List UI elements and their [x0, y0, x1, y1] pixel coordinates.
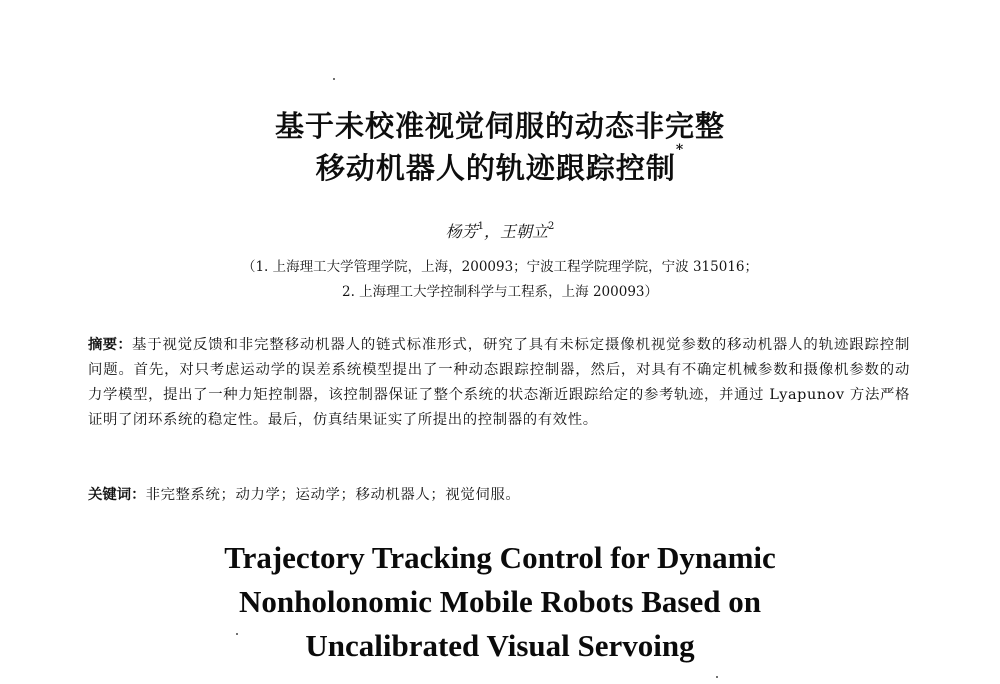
keywords-line [88, 483, 520, 504]
abstract-label: 摘要： [88, 337, 132, 353]
chinese-title-line-1 [0, 104, 1000, 145]
scan-speck [333, 78, 335, 80]
author-1-affiliation-mark: 1 [477, 220, 484, 232]
author-2-affiliation-mark: 2 [548, 220, 555, 232]
abstract-paragraph [88, 333, 910, 433]
english-title-line-3: Uncalibrated Visual Servoing [305, 628, 695, 663]
affiliation-line-1: （1. 上海理工大学管理学院，上海，200093；宁波工程学院理学院，宁波 315016； [241, 259, 759, 275]
keywords-label: 关键词： [88, 487, 146, 503]
abstract-text: 基于视觉反馈和非完整移动机器人的链式标准形式，研究了具有未标定摄像机视觉参数的移动机器人的轨迹跟踪控制问题。首先，对只考虑运动学的误差系统模型提出了一种动态跟踪控制器，然后，对具有不确定机械参数和摄像机参数的动力学模型，提出了一种力矩控制器，该控制器保证了整个系统的状态渐近跟踪给定的参考轨迹，并通过 Lyapunov 方法严格证明了闭环系统的稳定性。最后，仿真结果证实了所提出的控制器的有效性。 [88, 337, 910, 428]
english-title-line-2: Nonholonomic Mobile Robots Based on [239, 584, 761, 619]
author-list [0, 219, 1000, 242]
keywords-text: 非完整系统；动力学；运动学；移动机器人；视觉伺服。 [145, 487, 521, 503]
title-footnote-mark: * [675, 142, 685, 158]
scan-speck [236, 633, 238, 635]
english-title-line-1: Trajectory Tracking Control for Dynamic [224, 540, 776, 575]
author-separator: ， [483, 222, 500, 241]
chinese-title-line-2-text: 移动机器人的轨迹跟踪控制 [315, 151, 676, 185]
author-1-name: 杨芳 [445, 222, 478, 241]
affiliation-line-2: 2. 上海理工大学控制科学与工程系，上海 200093） [342, 284, 658, 300]
chinese-title-line-1-text: 基于未校准视觉伺服的动态非完整 [274, 109, 725, 143]
chinese-title-line-2 [0, 142, 1000, 187]
scan-speck [716, 676, 718, 678]
author-2-name: 王朝立 [500, 222, 549, 241]
